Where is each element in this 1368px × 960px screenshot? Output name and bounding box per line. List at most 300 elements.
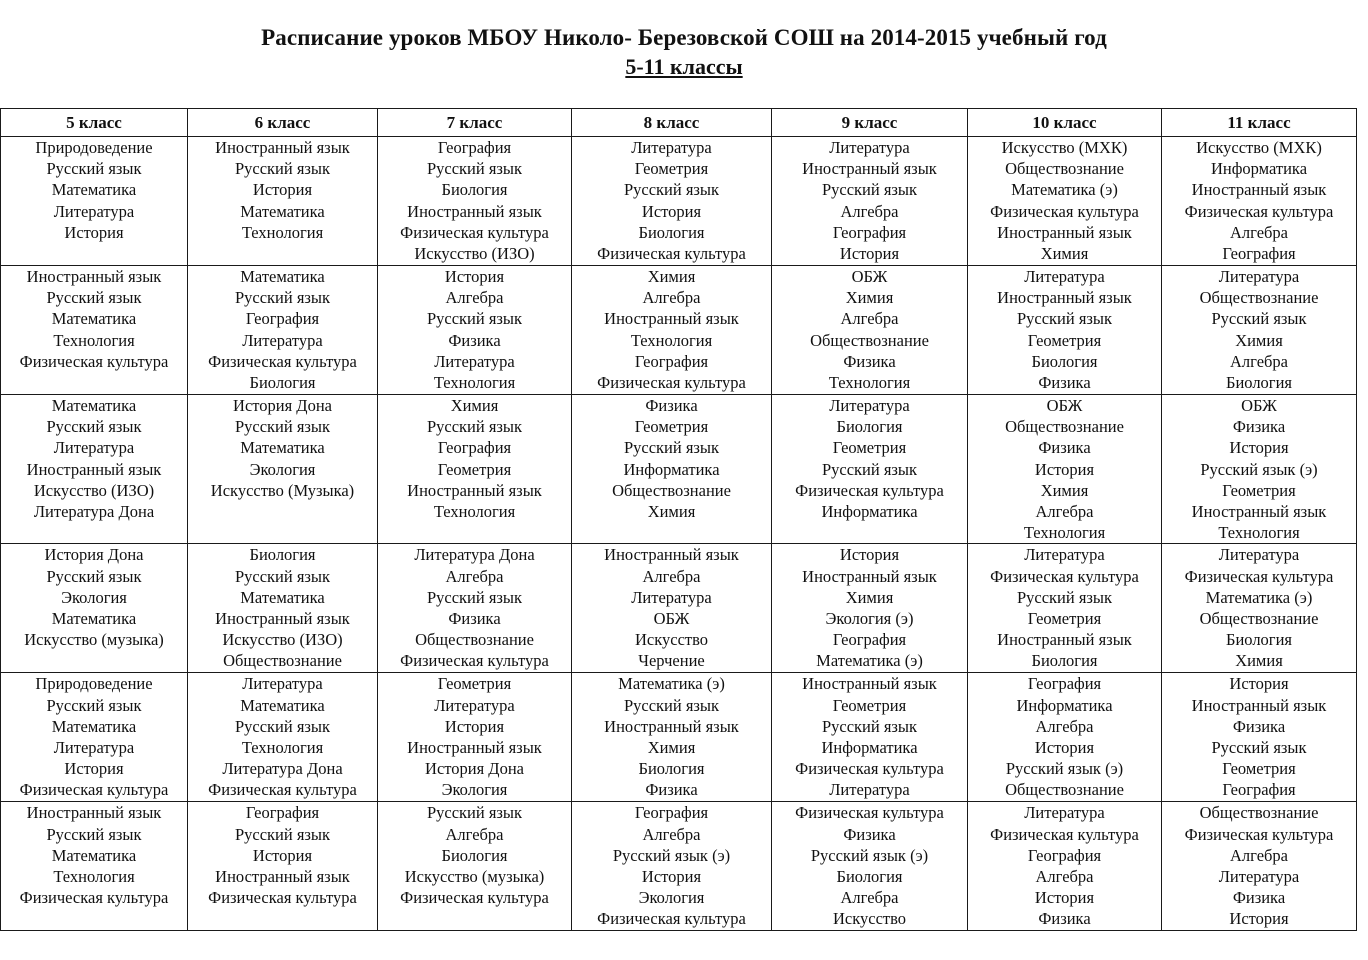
lesson: Биология bbox=[1225, 630, 1292, 650]
lesson: Физика bbox=[645, 780, 698, 800]
lesson: Обществознание bbox=[415, 630, 534, 650]
day-cell bbox=[188, 544, 378, 673]
lesson: Физическая культура bbox=[208, 351, 357, 371]
lesson: Физическая культура bbox=[1184, 566, 1334, 586]
lesson: Физическая культура bbox=[19, 888, 169, 908]
lesson: Математика bbox=[51, 309, 137, 329]
lesson: Технология bbox=[630, 330, 713, 350]
lesson: Физическая культура bbox=[1184, 824, 1334, 844]
day-cell bbox=[188, 802, 378, 931]
day-cell bbox=[188, 673, 378, 802]
lesson: История Дона bbox=[233, 396, 332, 415]
lesson: Искусство (Музыка) bbox=[210, 480, 355, 500]
day-cell bbox=[772, 137, 968, 266]
lesson: Литература bbox=[1024, 803, 1105, 823]
lesson: Физическая культура bbox=[400, 222, 549, 242]
lesson: Русский язык bbox=[426, 803, 523, 823]
day-cell bbox=[572, 673, 772, 802]
lesson: Искусство (МХК) bbox=[1001, 138, 1128, 157]
day-cell bbox=[378, 266, 572, 395]
lesson: Физика bbox=[1038, 438, 1091, 458]
lesson: Математика bbox=[51, 396, 137, 415]
lesson: Обществознание bbox=[612, 480, 731, 500]
lesson: Русский язык bbox=[426, 159, 523, 179]
lesson: История bbox=[641, 867, 702, 887]
lesson: Математика bbox=[240, 201, 325, 221]
day-row bbox=[1, 395, 1357, 544]
lesson: Технология bbox=[53, 330, 135, 350]
lesson: История bbox=[1229, 909, 1289, 929]
lesson: Иностранный язык bbox=[997, 630, 1132, 650]
lesson: Иностранный язык bbox=[215, 867, 350, 887]
lesson: Русский язык bbox=[1016, 587, 1113, 607]
lesson: Искусство (музыка) bbox=[24, 630, 164, 650]
lesson: Литература bbox=[53, 201, 135, 221]
lesson: Литература Дона bbox=[222, 759, 343, 779]
class-header: 11 класс bbox=[1162, 109, 1357, 137]
lesson: Обществознание bbox=[1199, 609, 1319, 629]
day-cell bbox=[1162, 673, 1357, 802]
lesson: Русский язык bbox=[46, 566, 142, 586]
lesson: Химия bbox=[647, 267, 696, 286]
lesson: Русский язык bbox=[46, 159, 142, 179]
lesson: Литература bbox=[631, 587, 712, 607]
lesson: Русский язык bbox=[46, 824, 142, 844]
lesson: Математика bbox=[51, 180, 137, 200]
document-subtitle: 5-11 классы bbox=[625, 54, 743, 79]
lesson: Биология bbox=[441, 180, 508, 200]
lesson: Технология bbox=[1023, 523, 1106, 543]
lesson: Иностранный язык bbox=[1191, 695, 1327, 715]
lesson: Физическая культура bbox=[19, 351, 169, 371]
day-row bbox=[1, 137, 1357, 266]
lesson: География bbox=[437, 438, 512, 458]
day-cell bbox=[188, 266, 378, 395]
lesson: Русский язык bbox=[1211, 309, 1307, 329]
lesson: Физическая культура bbox=[208, 888, 357, 908]
lesson: Геометрия bbox=[634, 417, 709, 437]
lesson: Алгебра bbox=[840, 201, 899, 221]
lesson: Иностранный язык bbox=[407, 480, 542, 500]
lesson: Биология bbox=[249, 545, 316, 565]
lesson: Математика bbox=[51, 609, 137, 629]
class-header: 6 класс bbox=[188, 109, 378, 137]
lesson: География bbox=[1027, 845, 1102, 865]
day-cell bbox=[188, 137, 378, 266]
lesson: Литература bbox=[1024, 545, 1105, 565]
lesson: Обществознание bbox=[1005, 159, 1124, 179]
lesson: Литература bbox=[242, 330, 323, 350]
lesson: Иностранный язык bbox=[407, 201, 542, 221]
lesson: Химия bbox=[450, 396, 499, 415]
lesson: Информатика bbox=[623, 459, 720, 479]
day-cell bbox=[378, 544, 572, 673]
schedule-table bbox=[0, 108, 1357, 931]
lesson: Искусство (МХК) bbox=[1196, 138, 1322, 157]
document-title: Расписание уроков МБОУ Николо- Березовской СОШ на 2014-2015 учебный год bbox=[261, 25, 1107, 50]
lesson: Алгебра bbox=[1035, 502, 1094, 522]
lesson: География bbox=[832, 630, 907, 650]
schedule-body bbox=[1, 137, 1357, 931]
lesson: Алгебра bbox=[642, 566, 701, 586]
lesson: Биология bbox=[249, 373, 316, 393]
lesson: География bbox=[245, 309, 320, 329]
lesson: Математика (э) bbox=[1011, 180, 1118, 200]
day-row bbox=[1, 802, 1357, 931]
lesson: Геометрия bbox=[832, 695, 907, 715]
lesson: Химия bbox=[845, 288, 894, 308]
day-cell bbox=[1, 544, 188, 673]
day-cell bbox=[968, 395, 1162, 544]
lesson: Иностранный язык bbox=[802, 674, 937, 694]
lesson: Экология (э) bbox=[825, 609, 914, 629]
lesson: Иностранный язык bbox=[215, 138, 350, 157]
day-cell bbox=[968, 544, 1162, 673]
lesson: Искусство bbox=[832, 909, 907, 929]
lesson: Русский язык bbox=[1211, 738, 1307, 758]
lesson: Технология bbox=[433, 373, 516, 393]
lesson: История bbox=[252, 845, 313, 865]
lesson: Русский язык bbox=[234, 716, 331, 736]
day-cell bbox=[968, 673, 1162, 802]
lesson: Геометрия bbox=[1222, 480, 1296, 500]
lesson: Математика (э) bbox=[618, 674, 725, 694]
lesson: Физика bbox=[843, 824, 896, 844]
class-header-row bbox=[1, 109, 1357, 137]
lesson: Черчение bbox=[638, 651, 705, 671]
lesson: Русский язык bbox=[623, 438, 720, 458]
lesson: Геометрия bbox=[437, 674, 512, 694]
lesson: История bbox=[64, 222, 124, 242]
lesson: Иностранный язык bbox=[604, 716, 739, 736]
lesson: Биология bbox=[1031, 651, 1098, 671]
lesson: Физическая культура bbox=[795, 759, 944, 779]
lesson: ОБЖ bbox=[1046, 396, 1083, 415]
lesson: Химия bbox=[845, 587, 894, 607]
lesson: История bbox=[641, 201, 702, 221]
day-cell bbox=[1162, 137, 1357, 266]
lesson: История bbox=[444, 716, 505, 736]
lesson: Иностранный язык bbox=[26, 459, 162, 479]
lesson: Иностранный язык bbox=[26, 267, 162, 286]
lesson: Физическая культура bbox=[795, 480, 944, 500]
lesson: Биология bbox=[1031, 351, 1098, 371]
lesson: Литература bbox=[829, 138, 910, 157]
lesson: Информатика bbox=[1016, 695, 1113, 715]
lesson: Иностранный язык bbox=[997, 222, 1132, 242]
class-header: 7 класс bbox=[378, 109, 572, 137]
lesson: Математика bbox=[240, 695, 325, 715]
lesson: История bbox=[64, 759, 124, 779]
lesson: Физика bbox=[448, 330, 501, 350]
lesson: Информатика bbox=[821, 502, 918, 522]
day-cell bbox=[378, 802, 572, 931]
lesson: География bbox=[634, 803, 709, 823]
lesson: Литература bbox=[829, 780, 910, 800]
lesson: Литература bbox=[434, 695, 515, 715]
lesson: Математика bbox=[51, 845, 137, 865]
lesson: Биология bbox=[638, 222, 705, 242]
lesson: История bbox=[1034, 459, 1095, 479]
lesson: Русский язык bbox=[821, 716, 918, 736]
lesson: География bbox=[1222, 244, 1296, 264]
lesson: Иностранный язык bbox=[26, 803, 162, 823]
day-cell bbox=[968, 802, 1162, 931]
lesson: Иностранный язык bbox=[802, 566, 937, 586]
lesson: Физика bbox=[1038, 909, 1091, 929]
day-cell bbox=[188, 395, 378, 544]
day-cell bbox=[378, 395, 572, 544]
lesson: Физическая культура bbox=[208, 780, 357, 800]
lesson: Физическая культура bbox=[1184, 201, 1334, 221]
lesson: Иностранный язык bbox=[407, 738, 542, 758]
lesson: Биология bbox=[1225, 373, 1292, 393]
class-header: 8 класс bbox=[572, 109, 772, 137]
lesson: Обществознание bbox=[1199, 803, 1319, 823]
lesson: Геометрия bbox=[1222, 759, 1296, 779]
lesson: Литература bbox=[631, 138, 712, 157]
lesson: Биология bbox=[836, 417, 903, 437]
lesson: Русский язык bbox=[623, 180, 720, 200]
lesson: Иностранный язык bbox=[997, 288, 1132, 308]
lesson: Технология bbox=[828, 373, 911, 393]
lesson: Физическая культура bbox=[990, 201, 1139, 221]
lesson: Геометрия bbox=[634, 159, 709, 179]
lesson: Экология bbox=[249, 459, 316, 479]
lesson: Русский язык bbox=[234, 159, 331, 179]
lesson: Обществознание bbox=[223, 651, 342, 671]
lesson: Физическая культура bbox=[795, 803, 944, 823]
lesson: Обществознание bbox=[810, 330, 929, 350]
lesson: Русский язык bbox=[426, 309, 523, 329]
lesson: Технология bbox=[433, 502, 516, 522]
lesson: Иностранный язык bbox=[1191, 502, 1327, 522]
lesson: Математика bbox=[240, 587, 325, 607]
lesson: Русский язык bbox=[46, 288, 142, 308]
lesson: Искусство (ИЗО) bbox=[414, 244, 535, 264]
day-cell bbox=[772, 802, 968, 931]
lesson: Экология bbox=[638, 888, 705, 908]
lesson: Литература bbox=[434, 351, 515, 371]
lesson: Русский язык bbox=[623, 695, 720, 715]
lesson: История bbox=[1229, 438, 1289, 458]
class-header: 10 класс bbox=[968, 109, 1162, 137]
lesson: История Дона bbox=[425, 759, 524, 779]
lesson: Биология bbox=[638, 759, 705, 779]
lesson: История bbox=[839, 545, 900, 565]
lesson: Русский язык bbox=[46, 695, 142, 715]
lesson: Биология bbox=[441, 845, 508, 865]
lesson: Алгебра bbox=[445, 288, 504, 308]
lesson: Физическая культура bbox=[597, 244, 746, 264]
lesson: Физика bbox=[843, 351, 896, 371]
lesson: Физика bbox=[645, 396, 698, 415]
lesson: Русский язык bbox=[426, 417, 523, 437]
day-cell bbox=[772, 673, 968, 802]
day-cell bbox=[1162, 395, 1357, 544]
lesson: Технология bbox=[241, 738, 324, 758]
lesson: Алгебра bbox=[1230, 351, 1288, 371]
lesson: Литература Дона bbox=[414, 545, 535, 565]
lesson: Русский язык (э) bbox=[1200, 459, 1318, 479]
lesson: ОБЖ bbox=[851, 267, 888, 286]
lesson: Алгебра bbox=[445, 566, 504, 586]
lesson: Химия bbox=[1235, 651, 1283, 671]
lesson: Алгебра bbox=[642, 288, 701, 308]
lesson: Литература bbox=[1218, 267, 1300, 286]
lesson: География bbox=[832, 222, 907, 242]
lesson: Литература bbox=[1218, 867, 1300, 887]
lesson: Физика bbox=[1232, 417, 1286, 437]
lesson: Литература bbox=[242, 674, 323, 694]
lesson: Иностранный язык bbox=[604, 545, 739, 565]
lesson: Физическая культура bbox=[990, 824, 1139, 844]
day-cell bbox=[1, 673, 188, 802]
class-header: 9 класс bbox=[772, 109, 968, 137]
lesson: Литература bbox=[53, 738, 135, 758]
day-cell bbox=[968, 137, 1162, 266]
lesson: Химия bbox=[647, 502, 696, 522]
lesson: Искусство bbox=[634, 630, 709, 650]
day-cell bbox=[1, 266, 188, 395]
day-row bbox=[1, 544, 1357, 673]
class-header: 5 класс bbox=[1, 109, 188, 137]
lesson: Математика bbox=[240, 267, 325, 286]
lesson: Искусство (ИЗО) bbox=[33, 480, 155, 500]
lesson: География bbox=[1222, 780, 1296, 800]
lesson: Физическая культура bbox=[19, 780, 169, 800]
lesson: Литература bbox=[829, 396, 910, 415]
lesson: География bbox=[245, 803, 320, 823]
lesson: География bbox=[1027, 674, 1102, 694]
lesson: Физика bbox=[1232, 716, 1286, 736]
day-cell bbox=[1, 395, 188, 544]
day-cell bbox=[572, 266, 772, 395]
lesson: Алгебра bbox=[642, 824, 701, 844]
day-cell bbox=[1, 802, 188, 931]
lesson: Обществознание bbox=[1005, 780, 1124, 800]
day-row bbox=[1, 673, 1357, 802]
lesson: Природоведение bbox=[35, 674, 153, 694]
lesson: Физика bbox=[1038, 373, 1091, 393]
lesson: Физическая культура bbox=[990, 566, 1139, 586]
lesson: Технология bbox=[53, 867, 135, 887]
lesson: Технология bbox=[241, 222, 324, 242]
lesson: Русский язык bbox=[234, 824, 331, 844]
lesson: Химия bbox=[647, 738, 696, 758]
document-header bbox=[0, 22, 1368, 80]
lesson: Геометрия bbox=[1027, 609, 1102, 629]
lesson: Физическая культура bbox=[400, 888, 549, 908]
lesson: Математика bbox=[51, 716, 137, 736]
lesson: Физика bbox=[448, 609, 501, 629]
lesson: Алгебра bbox=[1230, 845, 1288, 865]
lesson: Русский язык bbox=[234, 566, 331, 586]
lesson: Иностранный язык bbox=[215, 609, 350, 629]
lesson: Информатика bbox=[821, 738, 918, 758]
lesson: Биология bbox=[836, 867, 903, 887]
lesson: Химия bbox=[1040, 244, 1089, 264]
day-cell bbox=[1162, 544, 1357, 673]
lesson: Химия bbox=[1040, 480, 1089, 500]
lesson: Обществознание bbox=[1199, 288, 1319, 308]
lesson: Алгебра bbox=[1230, 222, 1288, 242]
lesson: Физика bbox=[1232, 888, 1286, 908]
lesson: Литература bbox=[53, 438, 135, 458]
day-cell bbox=[1162, 266, 1357, 395]
lesson: История bbox=[444, 267, 505, 286]
lesson: ОБЖ bbox=[653, 609, 690, 629]
lesson: Русский язык bbox=[234, 288, 331, 308]
day-cell bbox=[572, 137, 772, 266]
lesson: Искусство (ИЗО) bbox=[222, 630, 343, 650]
lesson: Иностранный язык bbox=[604, 309, 739, 329]
lesson: Алгебра bbox=[1035, 867, 1094, 887]
lesson: Алгебра bbox=[840, 309, 899, 329]
lesson: Иностранный язык bbox=[1191, 180, 1327, 200]
lesson: Геометрия bbox=[1027, 330, 1102, 350]
lesson: Русский язык bbox=[821, 180, 918, 200]
lesson: Экология bbox=[61, 587, 127, 607]
lesson: Русский язык bbox=[46, 417, 142, 437]
day-cell bbox=[572, 544, 772, 673]
day-cell bbox=[378, 673, 572, 802]
day-cell bbox=[572, 395, 772, 544]
lesson: Математика bbox=[240, 438, 325, 458]
day-cell bbox=[1162, 802, 1357, 931]
day-cell bbox=[1, 137, 188, 266]
day-cell bbox=[772, 266, 968, 395]
lesson: Математика (э) bbox=[816, 651, 923, 671]
lesson: Математика (э) bbox=[1205, 587, 1313, 607]
lesson: Технология bbox=[1218, 523, 1300, 543]
lesson: История bbox=[1229, 674, 1289, 694]
lesson: Геометрия bbox=[832, 438, 907, 458]
lesson: Литература bbox=[1024, 267, 1105, 286]
lesson: Русский язык bbox=[821, 459, 918, 479]
lesson: Физическая культура bbox=[597, 373, 746, 393]
day-cell bbox=[378, 137, 572, 266]
day-cell bbox=[572, 802, 772, 931]
lesson: Русский язык bbox=[234, 417, 331, 437]
lesson: Иностранный язык bbox=[802, 159, 937, 179]
lesson: Русский язык (э) bbox=[1005, 759, 1124, 779]
lesson: Литература Дона bbox=[33, 502, 155, 522]
lesson: Русский язык bbox=[1016, 309, 1113, 329]
lesson: Физическая культура bbox=[597, 909, 746, 929]
lesson: Алгебра bbox=[445, 824, 504, 844]
day-cell bbox=[772, 395, 968, 544]
lesson: Обществознание bbox=[1005, 417, 1124, 437]
lesson: Русский язык (э) bbox=[810, 845, 929, 865]
day-cell bbox=[772, 544, 968, 673]
lesson: История bbox=[252, 180, 313, 200]
lesson: География bbox=[437, 138, 512, 157]
lesson: История Дона bbox=[44, 545, 144, 565]
lesson: История bbox=[1034, 888, 1095, 908]
lesson: Алгебра bbox=[840, 888, 899, 908]
lesson: Русский язык (э) bbox=[612, 845, 731, 865]
lesson: История bbox=[839, 244, 900, 264]
lesson: Физическая культура bbox=[400, 651, 549, 671]
lesson: История bbox=[1034, 738, 1095, 758]
lesson: Экология bbox=[441, 780, 508, 800]
lesson: Геометрия bbox=[437, 459, 512, 479]
day-cell bbox=[968, 266, 1162, 395]
lesson: Информатика bbox=[1210, 159, 1308, 179]
lesson: Природоведение bbox=[35, 138, 153, 157]
lesson: Литература bbox=[1218, 545, 1300, 565]
